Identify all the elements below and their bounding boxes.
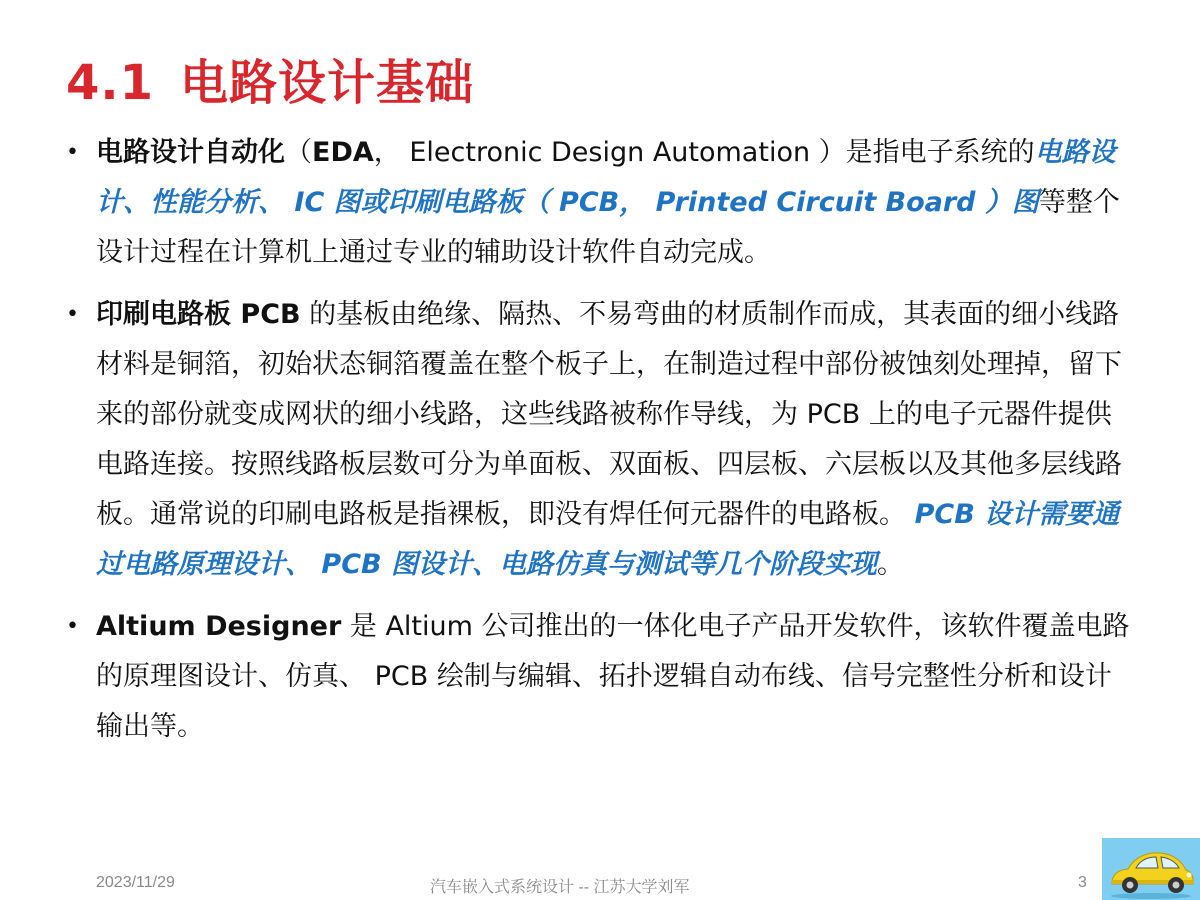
bullet-marker: •	[66, 302, 79, 327]
bullet-term: Altium Designer	[96, 611, 342, 642]
bullet-highlight: PCB 设计需要通过电路原理设计、 PCB 图设计、电路仿真与测试等几个阶段实现	[96, 499, 1120, 580]
bullet-marker: •	[66, 140, 79, 165]
car-icon	[1102, 838, 1200, 900]
bullet-abbr: EDA	[312, 137, 374, 168]
bullet-eda	[66, 128, 1132, 278]
section-number: 4.1	[66, 55, 155, 111]
bullet-text: 的基板由绝缘、隔热、不易弯曲的材质制作而成，其表面的细小线路材料是铜箔，初始状态铜箔覆盖在整个板子上，在制造过程中部份被蚀刻处理掉，留下来的部份就变成网状的细小线路，这些线路被称作导线，为 PCB 上的电子元器件提供电路连接。按照线路板层数可分为单面板、双面板、四层板、六层板以及其他多层线路板。通常说的印刷电路板是指裸板，即没有焊任何元器件的电路板。	[96, 299, 1122, 530]
footer-title: 汽车嵌入式系统设计 -- 江苏大学刘军	[430, 879, 690, 896]
bullet-marker: •	[66, 614, 79, 639]
bullet-term: 电路设计自动化	[96, 137, 285, 168]
section-title: 电路设计基础	[180, 55, 475, 111]
slide-content	[66, 128, 1132, 764]
bullet-term: 印刷电路板 PCB	[96, 299, 301, 330]
bullet-text: 是 Altium 公司推出的一体化电子产品开发软件，该软件覆盖电路的原理图设计、仿真、 PCB 绘制与编辑、拓扑逻辑自动布线、信号完整性分析和设计输出等。	[96, 611, 1130, 742]
bullet-text: 等整个设计过程在计算机上通过专业的辅助设计软件自动完成。	[96, 187, 1120, 268]
bullet-pcb	[66, 290, 1132, 590]
footer-date: 2023/11/29	[96, 874, 175, 891]
bullet-altium	[66, 602, 1132, 752]
bullet-text: 。	[876, 549, 904, 580]
slide-title	[66, 44, 474, 113]
bullet-text: ， Electronic Design Automation ）是指电子系统的	[373, 137, 1035, 168]
bullet-highlight: 电路设计、性能分析、 IC 图或印刷电路板（ PCB， Printed Circuit Board ）图	[96, 137, 1116, 218]
page-number: 3	[1078, 874, 1087, 891]
bullet-text: （	[285, 137, 312, 168]
